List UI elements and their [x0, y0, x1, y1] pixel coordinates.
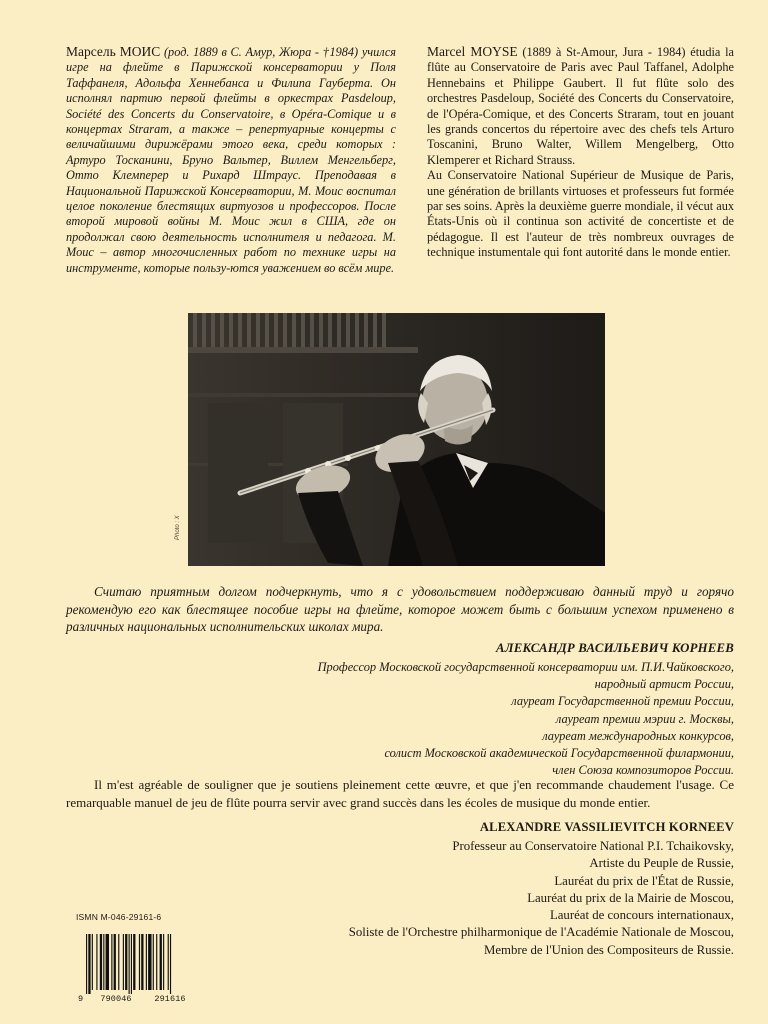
- signature-name-russian: АЛЕКСАНДР ВАСИЛЬЕВИЧ КОРНЕЕВ: [496, 641, 734, 655]
- bio-fr-text-2: Au Conservatoire National Supérieur de Musique de Paris, une génération de brillants virtuoses et professeurs fut formée par ses soins. Après la deuxième guerre mondiale, il vécut aux États-Unis où il continua son activité de concertiste et de pédagogue. Il est l'auteur de très nombreux ouvrages de technique instumentale qui font autorité dans le monde entier.: [427, 168, 734, 260]
- biography-russian: [66, 44, 396, 276]
- barcode-bar: [106, 934, 109, 990]
- title-line: член Союза композиторов России.: [552, 763, 734, 778]
- title-line: Lauréat de concours internationaux,: [549, 908, 734, 923]
- barcode-bar: [131, 934, 132, 994]
- barcode-bar: [139, 934, 140, 990]
- barcode-bar: [146, 934, 147, 990]
- title-line: лауреат международных конкурсов,: [542, 728, 734, 743]
- bio-ru-name: Марсель МОИС: [66, 44, 161, 59]
- barcode-group-2: 291616: [154, 994, 186, 1004]
- ismn-number: ISMN M-046-29161-6: [76, 912, 162, 922]
- title-line: Membre de l'Union des Compositeurs de Russie.: [483, 942, 734, 957]
- title-line: Lauréat du prix de l'État de Russie,: [554, 873, 734, 888]
- barcode-bars: [80, 934, 208, 994]
- barcode-bar: [125, 934, 127, 990]
- flutist-photo: [188, 313, 605, 566]
- barcode-bar: [170, 934, 171, 994]
- barcode-bar: [133, 934, 135, 990]
- title-line: Soliste de l'Orchestre philharmonique de l'Académie Nationale de Moscou,: [348, 925, 734, 940]
- title-line: Lauréat du prix de la Mairie de Moscou,: [527, 890, 734, 905]
- title-line: Professeur au Conservatoire National P.I. Tchaikovsky,: [452, 839, 734, 853]
- recommendation-russian: [66, 583, 734, 636]
- barcode-bar: [118, 934, 119, 990]
- barcode-bar: [129, 934, 130, 994]
- barcode-group-1: 790046: [100, 994, 132, 1004]
- barcode-digits: [78, 994, 206, 1004]
- barcode-bar: [168, 934, 169, 990]
- biography-french: [427, 44, 734, 261]
- barcode-bar: [92, 934, 93, 990]
- barcode-first-digit: 9: [78, 994, 84, 1004]
- barcode-bar: [96, 934, 97, 990]
- recommendation-french: [66, 776, 734, 811]
- barcode-bar: [103, 934, 104, 990]
- quote-fr-text: Il m'est agréable de souligner que je soutiens pleinement cette œuvre, et que j'en recommande chaudement l'usage. Ce remarquable manuel de jeu de flûte pourra servir avec grand succès dans les écoles de musique du monde entier.: [66, 777, 734, 810]
- quote-ru-text: Считаю приятным долгом подчеркнуть, что я с удовольствием поддерживаю данный труд и горячо рекомендую его как блестящее пособие игры на флейте, которое может быть с большим успехом применено в различных национальных исполнительских школах мира.: [66, 584, 734, 634]
- title-line: солист Московской академической Государственной филармонии,: [384, 746, 734, 761]
- barcode-bar: [111, 934, 112, 990]
- title-line: лауреат Государственной премии России,: [511, 694, 734, 709]
- signature-titles-french: [274, 838, 734, 959]
- barcode-bar: [153, 934, 154, 990]
- signature-name-french: ALEXANDRE VASSILIEVITCH KORNEEV: [479, 820, 734, 834]
- title-line: Artiste du Peuple de Russie,: [589, 856, 734, 871]
- barcode-bar: [86, 934, 87, 994]
- signature-titles-russian: [274, 659, 734, 779]
- barcode-bar: [100, 934, 102, 990]
- bio-fr-text: (1889 à St-Amour, Jura - 1984) étudia la flûte au Conservatoire de Paris avec Paul Taffanel, Adolphe Hennebains et Philippe Gaubert. Il fut flûte solo des orchestres Pasdeloup, Société des Concerts du Conservatoire, de l'Opéra-Comique, et des Concerts Straram, tout en jouant les grands concertos du répertoire avec des chefs tels Arturo Toscanini, Bruno Walter, Willem Mengelberg, Otto Klemperer et Richard Strauss.: [427, 45, 735, 167]
- title-line: народный артист России,: [594, 677, 734, 692]
- barcode-bar: [114, 934, 116, 990]
- bio-fr-name: Marcel MOYSE: [427, 44, 518, 59]
- barcode-bar: [141, 934, 143, 990]
- barcode-bar: [163, 934, 164, 990]
- barcode-bar: [156, 934, 157, 990]
- photo-credit: Photo : X: [175, 515, 181, 540]
- title-line: лауреат премии мэрии г. Москвы,: [555, 711, 734, 726]
- barcode-bar: [123, 934, 124, 990]
- flutist-photo-illustration: [188, 313, 605, 566]
- title-line: Профессор Московской государственной консерватории им. П.И.Чайковского,: [317, 660, 734, 674]
- barcode-bar: [148, 934, 151, 990]
- barcode-bar: [160, 934, 162, 990]
- bio-ru-text: (род. 1889 в С. Амур, Жюра - †1984) учился игре на флейте в Парижской консерватории у Поля Таффанеля, Адольфа Хеннебанса и Филипа Гауберта. Он исполнял партию первой флейты в оркестрах Pasdeloup, Société des Concerts du Conservatoire, в Opéra-Comique и в концертах Straram, а также – репертуарные концерты с величайшими дирижёрами этого века, среди которых : Артуро Тосканини, Бруно Вальтер, Виллем Менгельберг, Отто Клемперер и Рихард Штраус. Преподавая в Национальной Парижской Консерватории, М. Моис воспитал целое поколение блестящих виртуозов и профессоров. После второй мировой войны М. Моис жил в США, где он продолжал свою деятельность исполнителя и педагога. М. Моис – автор многочисленных работ по технике игры на инструменте, которые пользу-ются уважением во всём мире.: [66, 45, 396, 275]
- barcode-bar: [88, 934, 90, 994]
